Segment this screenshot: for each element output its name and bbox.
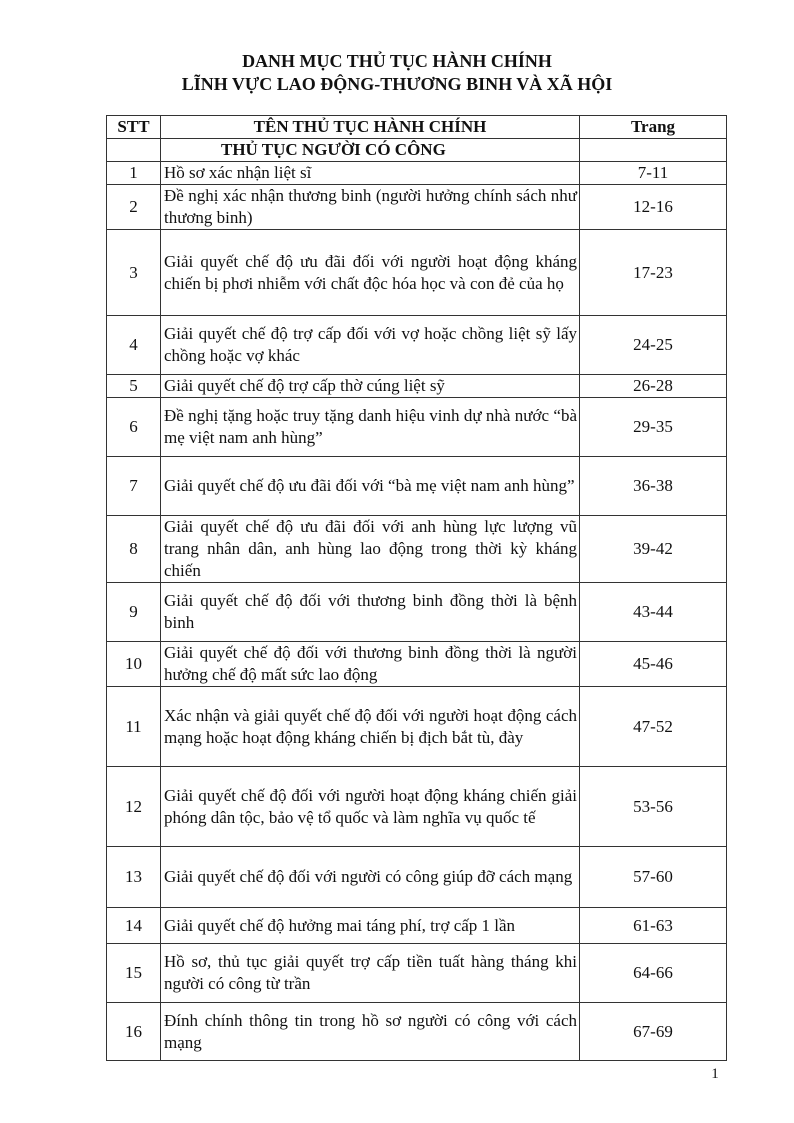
row-stt: 16: [107, 1003, 161, 1061]
row-page: 36-38: [580, 457, 727, 516]
row-stt: 12: [107, 767, 161, 847]
row-page: 64-66: [580, 944, 727, 1003]
table-row: [107, 583, 727, 642]
row-name: Giải quyết chế độ trợ cấp thờ cúng liệt sỹ: [161, 375, 580, 398]
row-name: Giải quyết chế độ ưu đãi đối với anh hùng lực lượng vũ trang nhân dân, anh hùng lao động trong thời kỳ kháng chiến: [161, 516, 580, 583]
row-page: 29-35: [580, 398, 727, 457]
table-row: [107, 908, 727, 944]
table-row: [107, 230, 727, 316]
row-stt: 14: [107, 908, 161, 944]
row-name: Hồ sơ xác nhận liệt sĩ: [161, 162, 580, 185]
header-stt: STT: [107, 116, 161, 139]
row-stt: 5: [107, 375, 161, 398]
table-row: [107, 642, 727, 687]
table-row: [107, 316, 727, 375]
row-page: 24-25: [580, 316, 727, 375]
page-number: 1: [711, 1066, 719, 1082]
section-page-cell: [580, 139, 727, 162]
row-page: 45-46: [580, 642, 727, 687]
row-page: 53-56: [580, 767, 727, 847]
row-page: 43-44: [580, 583, 727, 642]
row-stt: 10: [107, 642, 161, 687]
row-name: Đề nghị xác nhận thương binh (người hưởng chính sách như thương binh): [161, 185, 580, 230]
row-name: Hồ sơ, thủ tục giải quyết trợ cấp tiền tuất hàng tháng khi người có công từ trần: [161, 944, 580, 1003]
section-row: [107, 139, 727, 162]
row-stt: 13: [107, 847, 161, 908]
section-title: THỦ TỤC NGƯỜI CÓ CÔNG: [161, 139, 580, 162]
row-page: 7-11: [580, 162, 727, 185]
table-row: [107, 457, 727, 516]
row-page: 47-52: [580, 687, 727, 767]
row-stt: 15: [107, 944, 161, 1003]
row-stt: 9: [107, 583, 161, 642]
row-name: Giải quyết chế độ đối với người hoạt động kháng chiến giải phóng dân tộc, bảo vệ tổ quốc và làm nghĩa vụ quốc tế: [161, 767, 580, 847]
table-row: [107, 1003, 727, 1061]
row-stt: 3: [107, 230, 161, 316]
row-page: 61-63: [580, 908, 727, 944]
header-page: Trang: [580, 116, 727, 139]
row-name: Giải quyết chế độ trợ cấp đối với vợ hoặc chồng liệt sỹ lấy chồng hoặc vợ khác: [161, 316, 580, 375]
document-title-line-1: DANH MỤC THỦ TỤC HÀNH CHÍNH: [242, 51, 552, 71]
table-row: [107, 687, 727, 767]
row-name: Giải quyết chế độ đối với người có công giúp đỡ cách mạng: [161, 847, 580, 908]
row-stt: 11: [107, 687, 161, 767]
table-row: [107, 375, 727, 398]
table-row: [107, 398, 727, 457]
row-stt: 2: [107, 185, 161, 230]
row-name: Giải quyết chế độ đối với thương binh đồng thời là người hưởng chế độ mất sức lao động: [161, 642, 580, 687]
row-name: Giải quyết chế độ hưởng mai táng phí, trợ cấp 1 lần: [161, 908, 580, 944]
table-row: [107, 944, 727, 1003]
row-page: 26-28: [580, 375, 727, 398]
row-page: 17-23: [580, 230, 727, 316]
table-row: [107, 847, 727, 908]
row-name: Giải quyết chế độ ưu đãi đối với người hoạt động kháng chiến bị phơi nhiễm với chất độc hóa học và con đẻ của họ: [161, 230, 580, 316]
procedure-table: [106, 115, 727, 1061]
document-title-line-2: LĨNH VỰC LAO ĐỘNG-THƯƠNG BINH VÀ XÃ HỘI: [181, 74, 613, 94]
row-page: 39-42: [580, 516, 727, 583]
row-stt: 7: [107, 457, 161, 516]
row-name: Xác nhận và giải quyết chế độ đối với người hoạt động cách mạng hoặc hoạt động kháng chiến bị địch bắt tù, đày: [161, 687, 580, 767]
header-name: TÊN THỦ TỤC HÀNH CHÍNH: [161, 116, 580, 139]
row-stt: 6: [107, 398, 161, 457]
row-name: Giải quyết chế độ đối với thương binh đồng thời là bệnh binh: [161, 583, 580, 642]
table-row: [107, 767, 727, 847]
row-name: Giải quyết chế độ ưu đãi đối với “bà mẹ việt nam anh hùng”: [161, 457, 580, 516]
row-name: Đề nghị tặng hoặc truy tặng danh hiệu vinh dự nhà nước “bà mẹ việt nam anh hùng”: [161, 398, 580, 457]
row-page: 57-60: [580, 847, 727, 908]
table-header-row: [107, 116, 727, 139]
row-stt: 4: [107, 316, 161, 375]
section-stt-cell: [107, 139, 161, 162]
row-stt: 1: [107, 162, 161, 185]
row-page: 67-69: [580, 1003, 727, 1061]
table-row: [107, 516, 727, 583]
row-name: Đính chính thông tin trong hồ sơ người có công với cách mạng: [161, 1003, 580, 1061]
row-stt: 8: [107, 516, 161, 583]
table-row: [107, 185, 727, 230]
row-page: 12-16: [580, 185, 727, 230]
table-row: [107, 162, 727, 185]
